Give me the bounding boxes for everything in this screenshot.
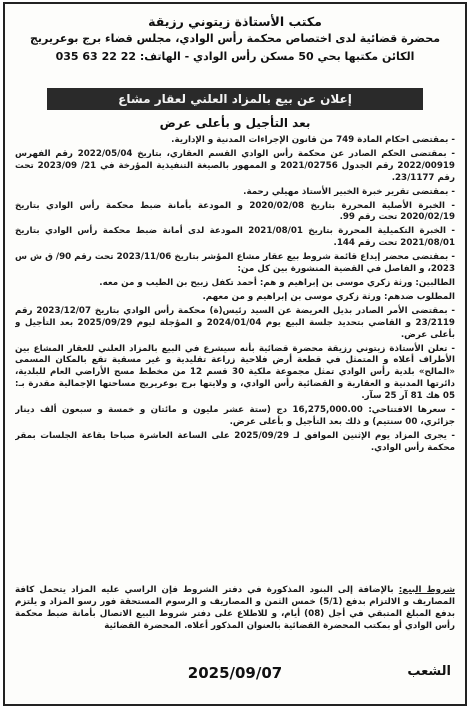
- body-paragraph: - بمقتضى محضر إيداع قائمة شروط بيع عقار مشاع المؤشر بتاريخ 2023/11/06 تحت رقم 90/ ق ش س 2023، و الفاصل في القضية المنشورة بين كل من:: [15, 252, 455, 275]
- publish-date: 2025/09/07: [187, 664, 283, 682]
- sale-conditions: [15, 585, 455, 655]
- sale-conditions-title: شروط البيع:: [398, 585, 455, 595]
- body-paragraph: - بمقتضى الأمر الصادر بذيل العريضة عن السيد رئيس(ة) محكمة رأس الوادي بتاريخ 2023/12/07 رقم 23/2119 و القاضي بتحديد جلسة البيع يوم 2024/01/04 و المؤجلة ليوم 2025/09/29 بعد التأجيل و بأعلى عرض.: [15, 305, 455, 340]
- body-paragraph: - بمقتضى تقرير خبرة الخبير الأستاذ مهيلي رحمة.: [243, 186, 455, 197]
- body-paragraph: - بمقتضى الحكم الصادر عن محكمة رأس الوادي القسم العقاري، بتاريخ 2022/05/04 رقم الفهرس 2022/00919 رقم الجدول 2021/02756 و الممهور بالصيغة التنفيذية المؤرخة في 21/ 2023/09 تحت رقم 23/1177.: [15, 148, 455, 183]
- body-paragraph: - الخبرة الأصلية المحررة بتاريخ 2020/02/08 و المودعة بأمانة ضبط محكمة رأس الوادي بتاريخ 2020/02/19 تحت رقم 99.: [15, 200, 455, 223]
- notice-body: [15, 135, 455, 650]
- sale-conditions-text: بالإضافة إلى البنود المذكورة في دفتر الشروط فإن الراسي عليه المزاد يتحمل كافة المصاريف و الالتزام بدفع (5/1) خمس الثمن و المصاريف و الرسوم المستحقة فور رسو المزاد و يلتزم بدفع المبلغ المتبقي في أجل (08) أيام، و للاطلاع على دفتر شروط البيع الاتصال بأمانة ضبط محكمة رأس الوادي أو بمكتب المحضرة القضائية بالعنوان المذكور أعلاه. المحضرة القضائية: [15, 585, 455, 631]
- body-paragraph: الطالبين: ورثة زكري موسى بن إبراهيم و هم: أحمد تكفل زبيح بن الطيب و من معه.: [99, 277, 455, 288]
- office-address-phone: الكائن مكتبها بحي 50 مسكن رأس الوادي - الهاتف: 22 22 63 035: [55, 50, 415, 63]
- office-name: مكتب الأستاذة زيتوني رزيقة: [148, 14, 322, 29]
- notice-subtitle: بعد التأجيل و بأعلى عرض: [159, 116, 311, 130]
- body-paragraph: - يجرى المزاد يوم الإثنين الموافق لـ 2025/09/29 على الساعة العاشرة صباحا بقاعة الجلسات بمقر محكمة رأس الوادي.: [15, 430, 455, 453]
- body-paragraph: - سعرها الافتتاحي: 16,275,000.00 دج (ستة عشر مليون و مائتان و خمسة و سبعون ألف دينار جزائري، 00 سنتيم) و ذلك بعد التأجيل و بأعلى عرض.: [15, 405, 455, 427]
- legal-notice: [3, 2, 467, 706]
- body-paragraph: - الخبرة التكميلية المحررة بتاريخ 2021/08/01 المودعة لدى أمانة ضبط محكمة رأس الوادي بتاريخ 2021/08/01 تحت رقم 144.: [15, 226, 455, 249]
- office-description: محضرة قضائية لدى اختصاص محكمة رأس الوادي، مجلس قضاء برج بوعريريج: [29, 32, 441, 45]
- notice-title: إعلان عن بيع بالمزاد العلني لعقار مشاع: [47, 88, 423, 110]
- body-paragraph: - بمقتضى أحكام المادة 749 من قانون الإجراءات المدنية و الإدارية.: [171, 135, 455, 145]
- body-paragraph: - تعلن الأستاذة زيتوني رزيقة محضرة قضائية بأنه سيشرع في البيع بالمزاد العلني للعقار المشاع بين الأطراف أعلاه و المتمثل في قطعة أرض فلاحية زراعة تقليدية و غير مسقية تقع بالمكان المسمى «المالح» بلدية رأس الوادي تمثل مجموعة ملكية 30 قسم 12 من مخطط مسح الأراضي العام للبلدية، دائرتها المدنية و العقارية و القضائية رأس الوادي، و ولايتها برج بوعريريج مساحتها الإجمالية مقدرة بـ: 05 هك 81 آر 25 سآر.: [15, 343, 455, 402]
- newspaper-name: الشعب: [407, 664, 451, 679]
- footer: [5, 664, 465, 686]
- body-paragraph: المطلوب ضدهم: ورثة زكري موسى بن إبراهيم و من معهم.: [202, 291, 455, 302]
